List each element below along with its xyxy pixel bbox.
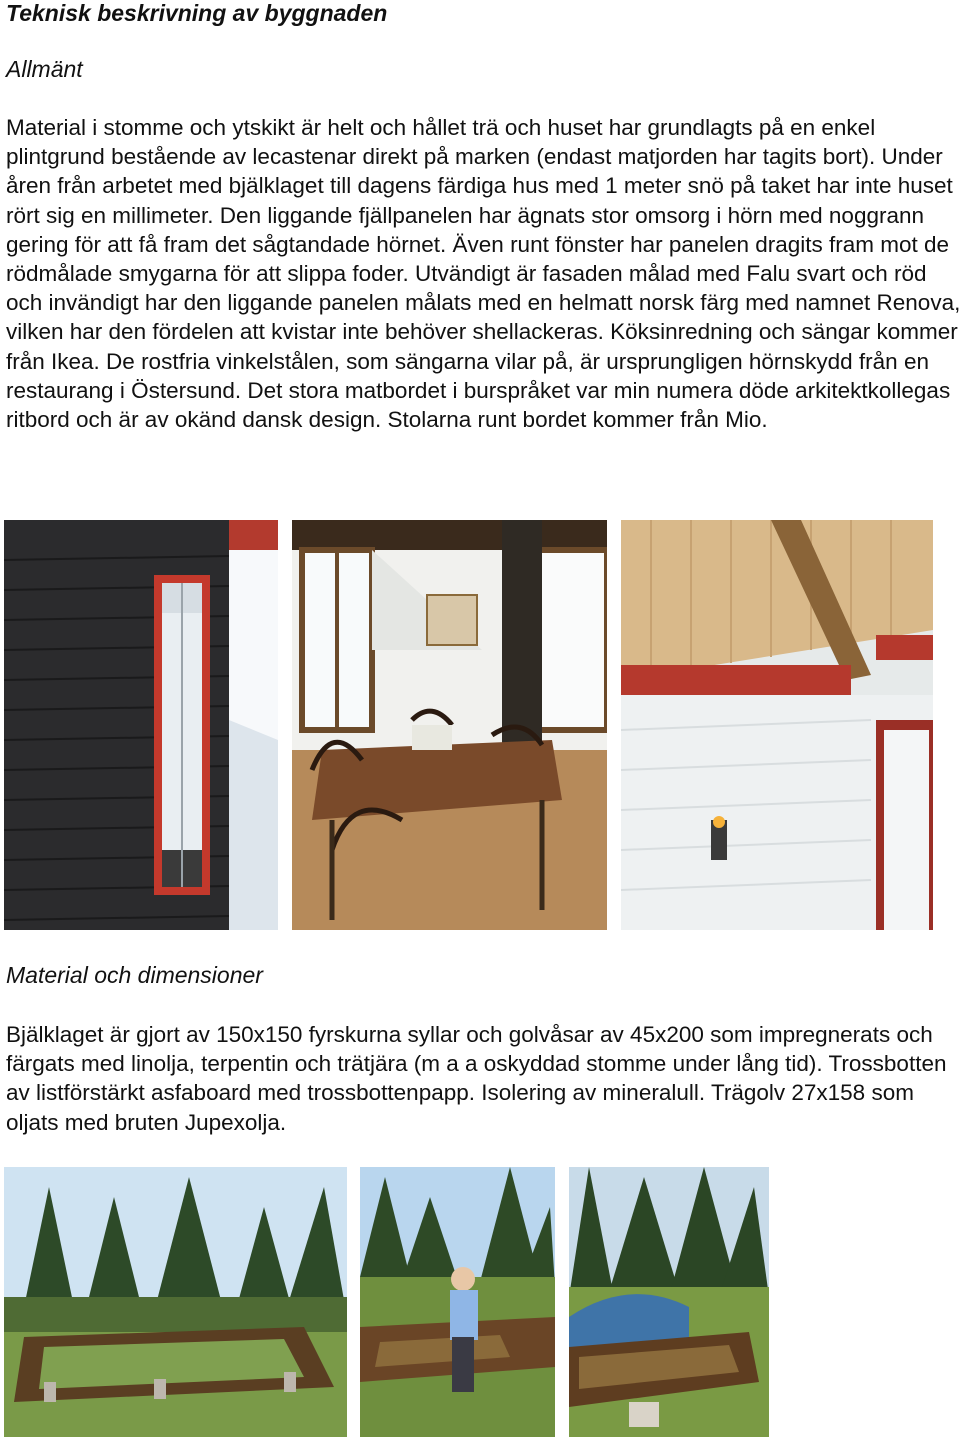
photo-timber-tarp: [569, 1167, 769, 1437]
section-heading-allmant: Allmänt: [6, 56, 83, 82]
photo-foundation-forest: [4, 1167, 347, 1437]
photo-exterior-facade: [4, 520, 278, 930]
section-heading-material: Material och dimensioner: [6, 962, 263, 988]
photo-interior-dining: [292, 520, 607, 930]
section-paragraph-allmant: Material i stomme och ytskikt är helt och hållet trä och huset har grundlagts på en enkel plintgrund bestående av lecastenar direkt på marken (endast matjorden har tagits bort). Under åren från arbetet med bjälklaget till dagens färdiga hus med 1 meter snö på taket har inte huset rört sig en millimeter. Den liggande fjällpanelen har ägnats stor omsorg i hörn med noggrann gering för att få fram det sågtandade hörnet. Även runt fönster har panelen dragits fram mot de rödmålade smygarna för att slippa foder. Utvändigt är fasaden målad med Falu svart och röd och invändigt har den liggande panelen målats med en helmatt norsk färg med namnet Renova, vilken har den fördelen att kvistar inte behöver shellackeras. Köksinredning och sängar kommer från Ikea. De rostfria vinkelstålen, som sängarna vilar på, är ursprungligen hörnskydd från en restaurang i Östersund. Det stora matbordet i burspråket var min numera döde arkitektkollegas ritbord och är av okänd dansk design. Stolarna runt bordet kommer från Mio.: [6, 115, 960, 433]
section-paragraph-material: Bjälklaget är gjort av 150x150 fyrskurna syllar och golvåsar av 45x200 som impregnerats och färgats med linolja, terpentin och trätjära (m a a oskyddad stomme under lång tid). Trossbotten av listförstärkt asfaboard med trossbottenpapp. Isolering av mineralull. Trägolv 27x158 som oljats med bruten Jupexolja.: [6, 1022, 947, 1135]
document-title: Teknisk beskrivning av byggnaden: [6, 0, 388, 26]
photo-person-working: [360, 1167, 555, 1437]
photo-interior-bedroom: [621, 520, 933, 930]
